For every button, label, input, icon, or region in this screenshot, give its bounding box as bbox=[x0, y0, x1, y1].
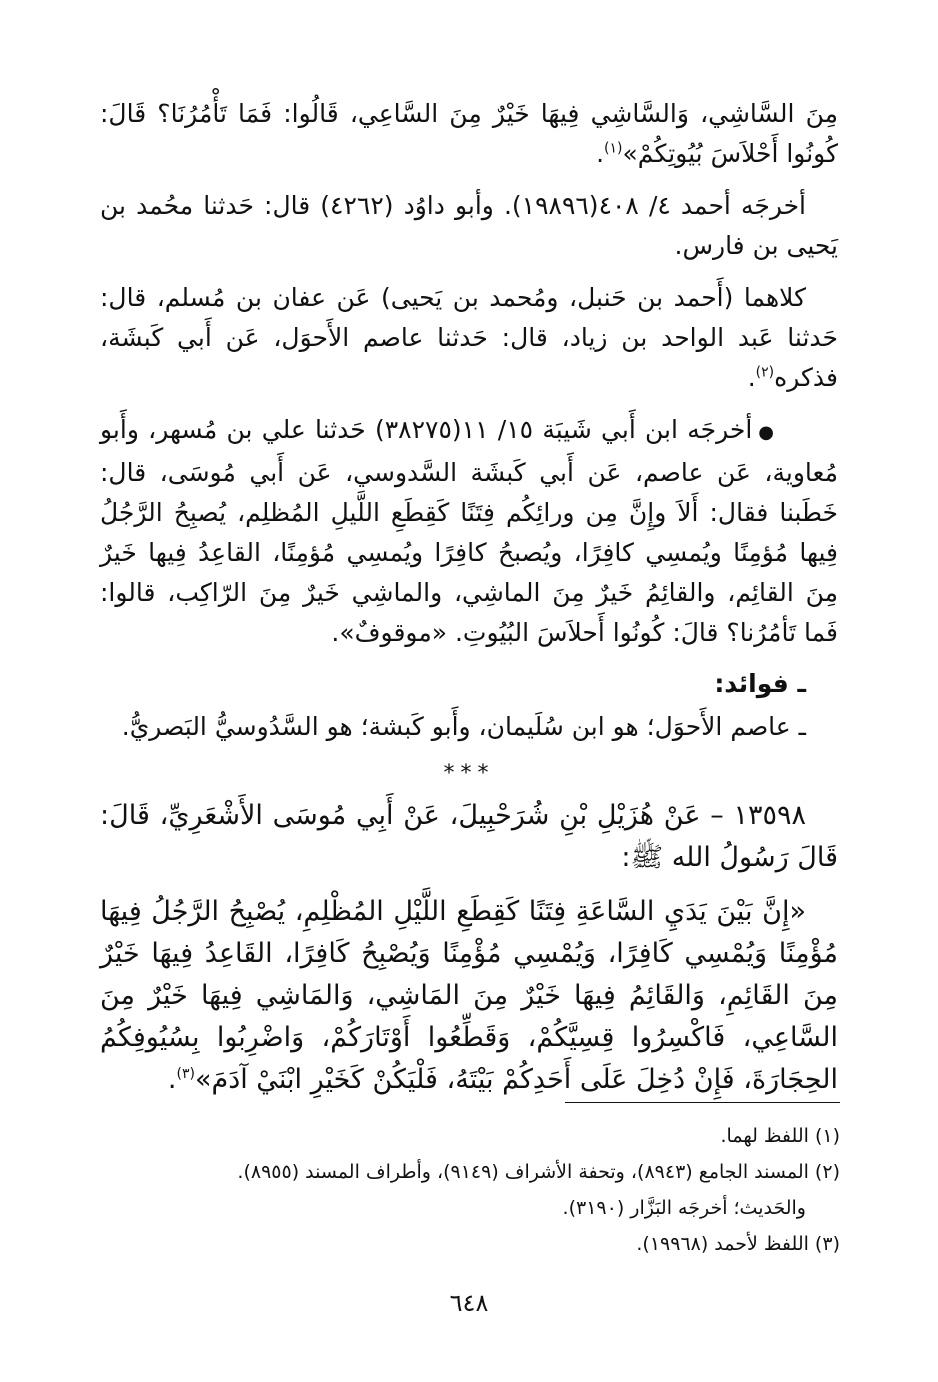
benefits-heading: ـ فوائد: bbox=[714, 669, 806, 698]
footnote-ref: (١) bbox=[604, 140, 623, 157]
paragraph-takhrij-ahmad bbox=[100, 186, 838, 266]
hadith-intro-text: – عَنْ هُزَيْلِ بْنِ شُرَحْبِيلَ، عَنْ أَبِي مُوسَى الأَشْعَرِيِّ، قَالَ: قَالَ رَسُولُ الله ﷺ: bbox=[100, 800, 838, 873]
footnote-ref: (٣) bbox=[176, 1066, 195, 1082]
paragraph-text: مِنَ السَّاشِي، وَالسَّاشِي فِيهَا خَيْرٌ مِنَ السَّاعِي، قَالُوا: فَمَا تَأْمُرُنَا؟ قَالَ: كُونُوا أَحْلاَسَ بُيُوتِكُمْ» bbox=[100, 99, 838, 168]
footnote-3: (٣) اللفظ لأحمد (١٩٩٦٨). bbox=[636, 1233, 840, 1255]
hadith-intro bbox=[100, 795, 838, 879]
hadith-text: «إِنَّ بَيْنَ يَدَيِ السَّاعَةِ فِتَنًا كَقِطَعِ اللَّيْلِ المُظْلِمِ، يُصْبِحُ الرَّجُلُ فِيهَا مُؤْمِنًا وَيُمْسِي كَافِرًا، وَيُمْسِي مُؤْمِنًا وَيُصْبِحُ كَافِرًا، القَاعِدُ فِيهَا خَيْرٌ مِنَ القَائِمِ، وَالقَائِمُ فِيهَا خَيْرٌ مِنَ المَاشِي، وَالمَاشِي فِيهَا خَيْرٌ مِنَ السَّاعِي، فَاكْسِرُوا قِسِيَّكُمْ، وَقَطِّعُوا أَوْتَارَكُمْ، وَاضْرِبُوا بِسُيُوفِكُمُ الحِجَارَةَ، فَإِنْ دُخِلَ عَلَى أَحَدِكُمْ بَيْتَهُ، فَلْيَكُنْ كَخَيْرِ ابْنَيْ آدَمَ»$^{(٣)}$. bbox=[100, 896, 838, 1095]
footnote-2-continuation: والحَديث؛ أخرجَه البَزَّار (٣١٩٠). bbox=[562, 1197, 806, 1219]
paragraph-takhrij-ibn-abi-shaybah bbox=[100, 410, 838, 653]
page-number: ٦٤٨ bbox=[449, 1289, 489, 1317]
paragraph-text: كلاهما (أَحمد بن حَنبل، ومُحمد بن يَحيى) عَن عفان بن مُسلم، قال: حَدثنا عَبد الواحد بن زياد، قال: حَدثنا عاصم الأَحوَل، عَن أَبي كَبشَة، فذكره bbox=[100, 283, 838, 392]
paragraph-continuation: مِنَ السَّاشِي، وَالسَّاشِي فِيهَا خَيْرٌ مِنَ السَّاعِي، قَالُوا: فَمَا تَأْمُرُنَا؟ قَالَ: كُونُوا أَحْلاَسَ بُيُوتِكُمْ»$^{(١)}$. bbox=[100, 99, 838, 168]
hadith-text-body: «إِنَّ بَيْنَ يَدَيِ السَّاعَةِ فِتَنًا كَقِطَعِ اللَّيْلِ المُظْلِمِ، يُصْبِحُ الرَّجُلُ فِيهَا مُؤْمِنًا وَيُمْسِي كَافِرًا، وَيُمْسِي مُؤْمِنًا وَيُصْبِحُ كَافِرًا، القَاعِدُ فِيهَا خَيْرٌ مِنَ القَائِمِ، وَالقَائِمُ فِيهَا خَيْرٌ مِنَ المَاشِي، وَالمَاشِي فِيهَا خَيْرٌ مِنَ السَّاعِي، فَاكْسِرُوا قِسِيَّكُمْ، وَقَطِّعُوا أَوْتَارَكُمْ، وَاضْرِبُوا بِسُيُوفِكُمُ الحِجَارَةَ، فَإِنْ دُخِلَ عَلَى أَحَدِكُمْ بَيْتَهُ، فَلْيَكُنْ كَخَيْرِ ابْنَيْ آدَمَ» bbox=[100, 896, 838, 1095]
footnote-divider bbox=[565, 1102, 840, 1103]
footnotes bbox=[100, 1118, 840, 1262]
benefits-item: ـ عاصم الأَحوَل؛ هو ابن سُلَيمان، وأَبو كَبشة؛ هو السَّدُوسيُّ البَصريُّ. bbox=[121, 712, 806, 741]
paragraph-chain: كلاهما (أَحمد بن حَنبل، ومُحمد بن يَحيى) عَن عفان بن مُسلم، قال: حَدثنا عَبد الواحد بن زياد، قال: حَدثنا عاصم الأَحوَل، عَن أَبي كَبشَة، فذكره$^{(٢)}$. bbox=[100, 283, 838, 392]
bullet-icon: ● bbox=[758, 422, 774, 443]
paragraph-text: أخرجَه أحمد ٤/ ٤٠٨(١٩٨٩٦). وأبو داوُد (٤٢٦٢) قال: حَدثنا محُمد بن يَحيى بن فارس. bbox=[100, 191, 838, 260]
hadith-number: ١٣٥٩٨ bbox=[733, 800, 806, 831]
footnote-1: (١) اللفظ لهما. bbox=[720, 1125, 840, 1147]
footnote-ref: (٢) bbox=[755, 364, 775, 381]
section-separator: *** bbox=[443, 761, 495, 786]
footnote-2: (٢) المسند الجامع (٨٩٤٣)، وتحفة الأشراف (٩١٤٩)، وأطراف المسند (٨٩٥٥). bbox=[237, 1161, 840, 1183]
paragraph-text: أخرجَه ابن أَبي شَيبَة ١٥/ ١١(٣٨٢٧٥) حَدثنا علي بن مُسهر، وأَبو مُعاوية، عَن عاصم، عَن أَبي كَبشَة السَّدوسي، عَن أَبي مُوسَى، قال: خَطَبنا فقال: أَلاَ وإِنَّ مِن ورائِكُم فِتَنًا كَقِطَعِ اللَّيلِ المُظلِم، يُصبِحُ الرَّجُلُ فِيها مُؤمِنًا ويُمسِي كافِرًا، ويُصبحُ كافِرًا ويُمسِي مُؤمِنًا، القاعِدُ فِيها خَيرٌ مِنَ القائِم، والقائِمُ خَيرٌ مِنَ الماشِي، والماشِي خَيرٌ مِنَ الرّاكِب، قالوا: فَما تَأمُرُنا؟ قالَ: كُونُوا أَحلاَسَ البُيُوتِ. «موقوفٌ». bbox=[100, 415, 838, 647]
